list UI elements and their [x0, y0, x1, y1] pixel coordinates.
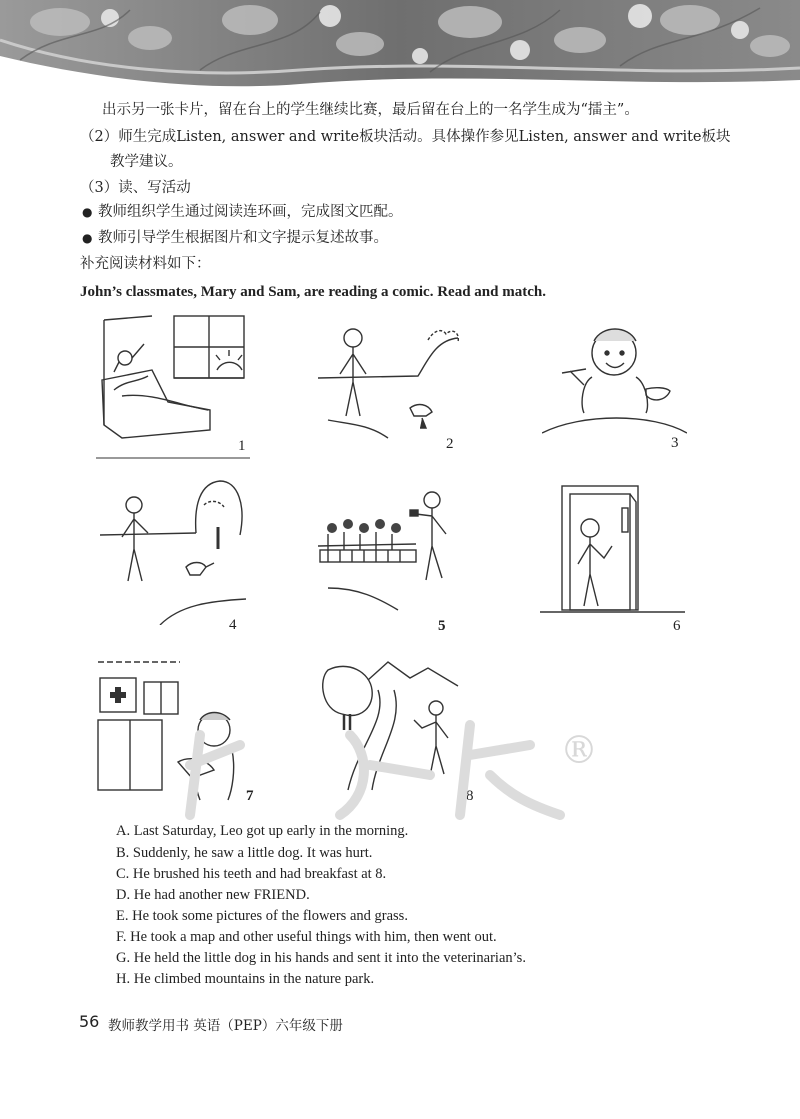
bullet-text-1: 教师组织学生通过阅读连环画，完成图文匹配。 — [98, 204, 403, 220]
comic-panel-1 — [92, 310, 252, 460]
comic-instruction: John’s classmates, Mary and Sam, are reading a comic. Read and match. — [80, 284, 546, 300]
activity-item-2: （2）师生完成Listen, answer and write板块活动。具体操作参见Listen, answer and write板块 — [80, 129, 731, 145]
activity-item-2-continued: 教学建议。 — [110, 154, 183, 170]
book-title: 教师教学用书 英语（PEP）六年级下册 — [108, 1018, 343, 1034]
comic-panel-6 — [540, 484, 685, 634]
registered-mark: ® — [560, 728, 598, 772]
panel-number: 8 — [466, 788, 474, 804]
illustration-boy-flowers-camera — [318, 488, 468, 628]
illustration-boy-dog-walk — [100, 475, 250, 625]
illustration-bed-sunrise — [92, 310, 252, 460]
option-c: C. He brushed his teeth and had breakfast at 8. — [116, 866, 387, 882]
intro-line: 出示另一张卡片，留在台上的学生继续比赛，最后留在台上的一名学生成为“擂主”。 — [102, 102, 639, 118]
comic-panel-2 — [318, 320, 468, 450]
option-d: D. He had another new FRIEND. — [116, 887, 310, 903]
bullet-text-2: 教师引导学生根据图片和文字提示复述故事。 — [98, 230, 388, 246]
option-h: H. He climbed mountains in the nature park. — [116, 971, 375, 987]
comic-panel-5 — [318, 488, 468, 634]
floral-header-banner — [0, 0, 800, 92]
page-number: 56 — [79, 1012, 100, 1031]
comic-panel-4 — [100, 475, 250, 633]
bullet-dot: ● — [82, 205, 93, 219]
option-e: E. He took some pictures of the flowers and grass. — [116, 908, 408, 924]
illustration-boy-dog-hurt — [318, 320, 468, 450]
publisher-watermark — [170, 705, 590, 825]
option-g: G. He held the little dog in his hands and sent it into the veterinarian’s. — [116, 950, 526, 966]
illustration-boy-breakfast — [542, 315, 687, 440]
panel-number: 4 — [229, 617, 237, 633]
panel-number: 7 — [246, 788, 254, 804]
option-a: A. Last Saturday, Leo got up early in the morning. — [116, 823, 409, 839]
comic-panel-3 — [542, 315, 687, 451]
panel-number: 5 — [438, 618, 446, 634]
panel-number: 2 — [446, 436, 454, 452]
illustration-boy-door — [540, 484, 685, 619]
panel-number: 3 — [671, 435, 679, 451]
option-f: F. He took a map and other useful things with him, then went out. — [116, 929, 497, 945]
option-b: B. Suddenly, he saw a little dog. It was hurt. — [116, 845, 373, 861]
panel-number: 1 — [238, 438, 246, 454]
bullet-dot: ● — [82, 231, 93, 245]
activity-item-3: （3）读、写活动 — [80, 180, 191, 196]
supplement-label: 补充阅读材料如下： — [80, 256, 211, 272]
panel-number: 6 — [673, 618, 681, 634]
